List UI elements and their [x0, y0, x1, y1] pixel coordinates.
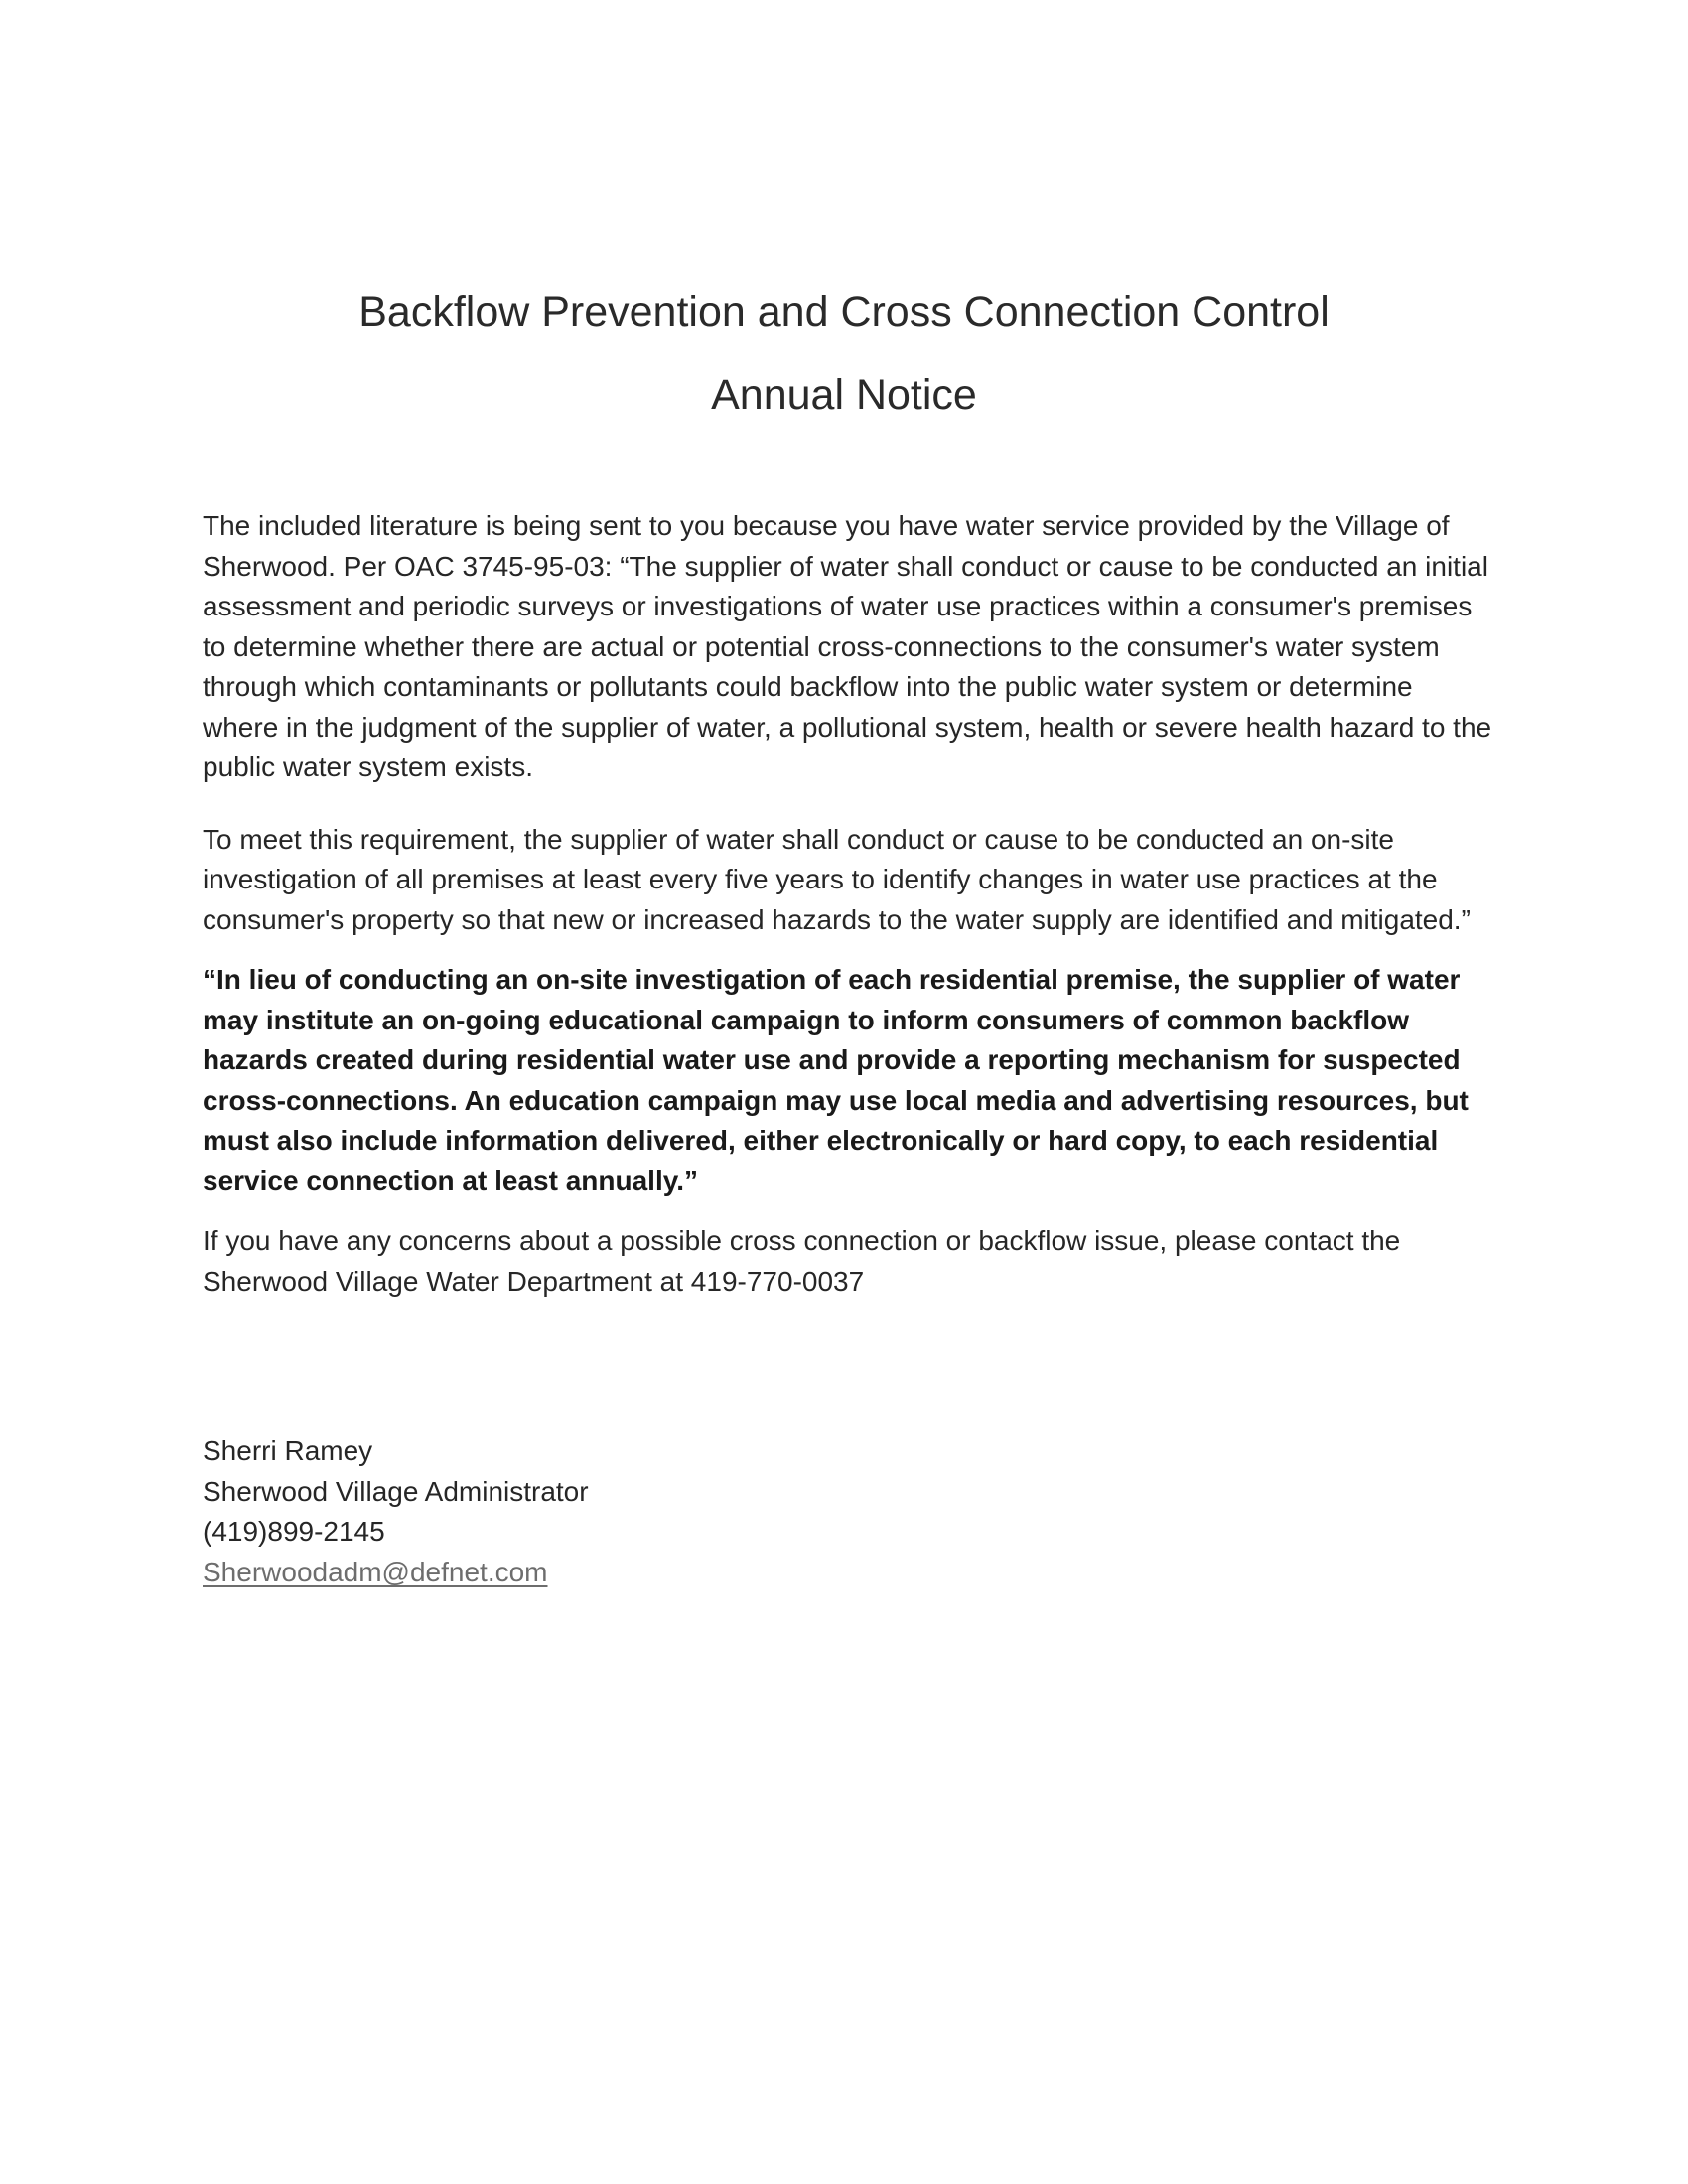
document-subtitle: Annual Notice [711, 371, 977, 419]
signer-title: Sherwood Village Administrator [203, 1475, 589, 1507]
document-title: Backflow Prevention and Cross Connection Control [358, 288, 1330, 336]
signer-phone: (419)899-2145 [203, 1516, 385, 1547]
paragraph-education-campaign: “In lieu of conducting an on-site investigation of each residential premise, the supplier of water may institute an on-going educational campaign to inform consumers of common backflow hazards created during residential water use and provide a reporting mechanism for suspected cross-connections. An education campaign may use local media and advertising resources, but must also include information delivered, either electronically or hard copy, to each residential service connection at least annually.” [203, 964, 1469, 1196]
paragraph-requirement: To meet this requirement, the supplier of water shall conduct or cause to be conducted an on-site investigation of all premises at least every five years to identify changes in water use practices at the consumer's property so that new or increased hazards to the water supply are identified and mitigated.” [203, 823, 1471, 935]
signer-email-link[interactable]: Sherwoodadm@defnet.com [203, 1556, 548, 1587]
signer-name: Sherri Ramey [203, 1435, 373, 1466]
paragraph-intro: The included literature is being sent to you because you have water service provided by the Village of Sherwood. Per OAC 3745-95-03: “The supplier of water shall conduct or cause to be conducted an initial assessment and periodic surveys or investigations of water use practices within a consumer's premises to determine whether there are actual or potential cross-connections to the consumer's water system through which contaminants or pollutants could backflow into the public water system or determine where in the judgment of the supplier of water, a pollutional system, health or severe health hazard to the public water system exists. [203, 510, 1492, 782]
title-block [0, 270, 1688, 437]
body-text [203, 506, 1493, 1301]
signature-block [203, 1432, 997, 1592]
paragraph-contact: If you have any concerns about a possible cross connection or backflow issue, please contact the Sherwood Village Water Department at 419-770-0037 [203, 1225, 1401, 1297]
